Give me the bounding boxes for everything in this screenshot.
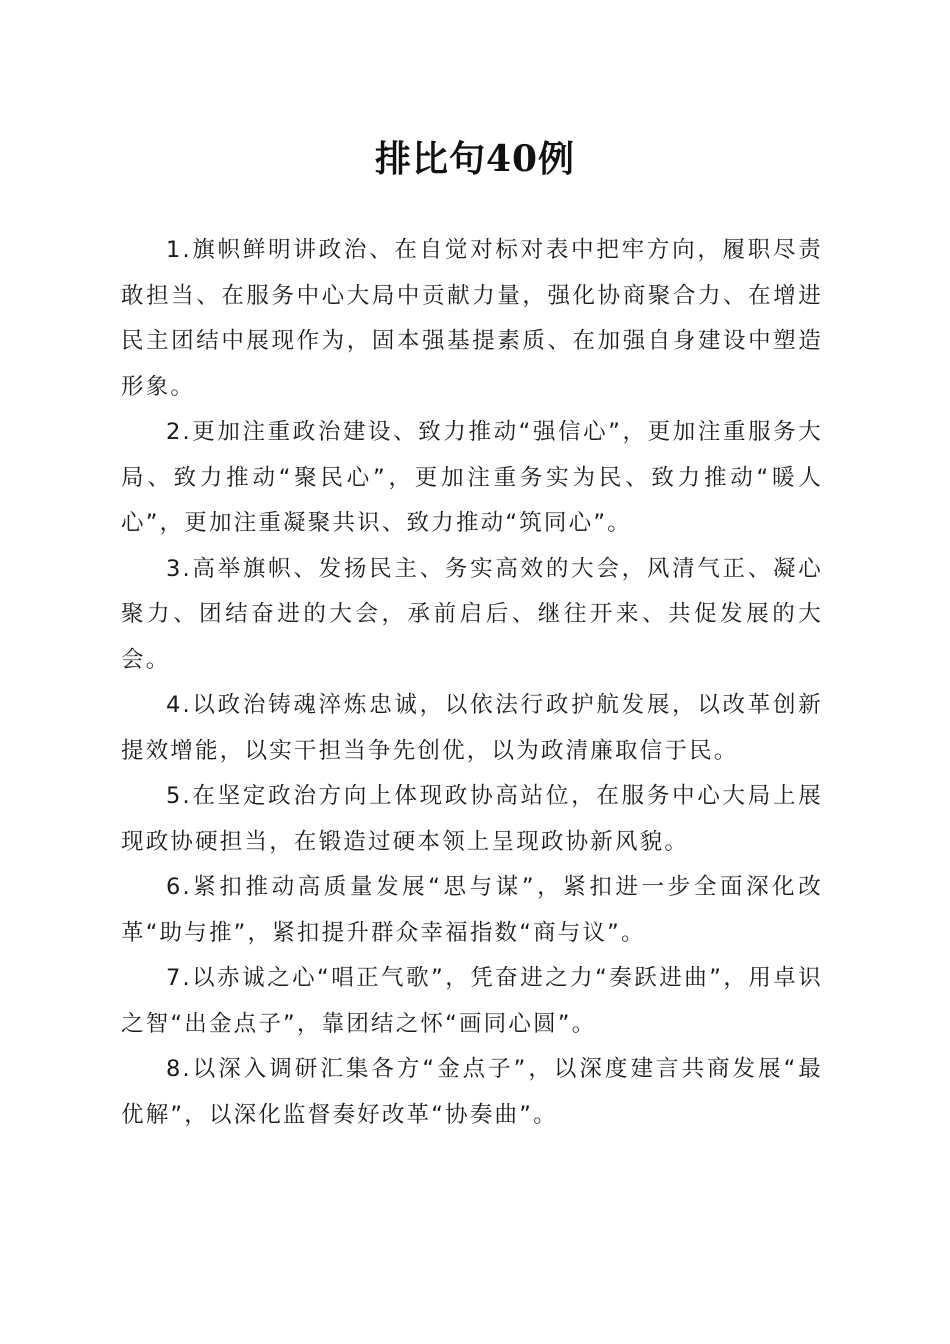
- paragraph-6: 6.紧扣推动高质量发展“思与谋”，紧扣进一步全面深化改革“助与推”，紧扣提升群众幸福指数“商与议”。: [121, 874, 823, 946]
- paragraph-7: 7.以赤诚之心“唱正气歌”，凭奋进之力“奏跃进曲”，用卓识之智“出金点子”，靠团结之怀“画同心圆”。: [121, 965, 823, 1037]
- document-title: 排比句40例: [374, 138, 576, 180]
- paragraph-5: 5.在坚定政治方向上体现政协高站位，在服务中心大局上展现政协硬担当，在锻造过硬本领上呈现政协新风貌。: [121, 783, 823, 855]
- paragraph-8: 8.以深入调研汇集各方“金点子”，以深度建言共商发展“最优解”，以深化监督奏好改革“协奏曲”。: [121, 1056, 823, 1128]
- paragraph-3: 3.高举旗帜、发扬民主、务实高效的大会，风清气正、凝心聚力、团结奋进的大会，承前启后、继往开来、共促发展的大会。: [121, 555, 823, 673]
- document-body: [121, 228, 823, 1138]
- paragraph-4: 4.以政治铸魂淬炼忠诚，以依法行政护航发展，以改革创新提效增能，以实干担当争先创优，以为政清廉取信于民。: [121, 692, 823, 764]
- paragraph-2: 2.更加注重政治建设、致力推动“强信心”，更加注重服务大局、致力推动“聚民心”，更加注重务实为民、致力推动“暖人心”，更加注重凝聚共识、致力推动“筑同心”。: [121, 419, 823, 536]
- paragraph-1: 1.旗帜鲜明讲政治、在自觉对标对表中把牢方向，履职尽责敢担当、在服务中心大局中贡献力量，强化协商聚合力、在增进民主团结中展现作为，固本强基提素质、在加强自身建设中塑造形象。: [121, 237, 823, 400]
